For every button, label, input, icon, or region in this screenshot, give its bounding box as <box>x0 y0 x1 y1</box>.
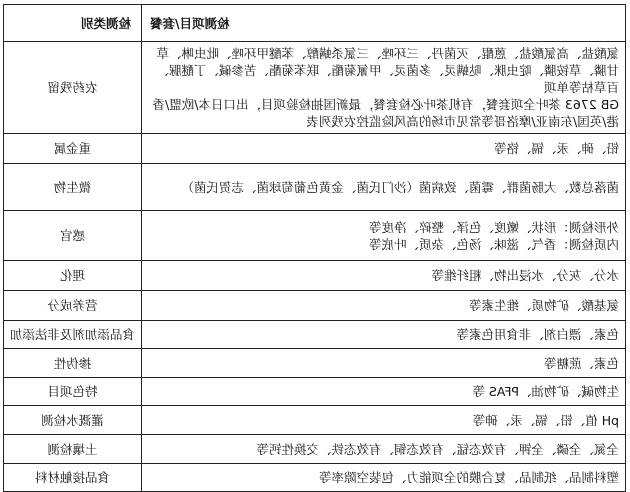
table-row <box>4 378 626 406</box>
item-line: 氯酸盐、高氯酸盐、蒽醌、灭菌丹、三环唑、三氯杀螨醇、苯醚甲环唑、吡虫啉、草甘膦、草铵膦、啶虫脒、哒螨灵、多菌灵、甲氰菊酯、联苯菊酯、苦参碱、丁醚脲、百草枯等单项 <box>156 46 619 95</box>
table-row <box>4 435 626 464</box>
table-row <box>4 261 626 291</box>
items-cell <box>142 211 626 261</box>
category-cell: 农药残留 <box>4 42 142 134</box>
category-cell: 食品接触材料 <box>4 464 142 492</box>
category-cell: 掺伪性 <box>4 349 142 378</box>
category-cell: 特色项目 <box>4 378 142 406</box>
item-line: 外形检测：形状、嫩度、色泽、整碎、净度等 <box>368 219 619 235</box>
header-category: 检测类别 <box>4 5 142 42</box>
test-items-table <box>3 4 626 492</box>
table-row <box>4 211 626 261</box>
item-line: GB 2763 茶叶全项套餐，有机茶叶必检套餐，最新国抽检验项目，出口日本/欧盟/香港/英国/东南亚/摩洛哥等常见市场的高风险监控农残列表 <box>152 97 619 129</box>
table-header-row <box>4 5 626 42</box>
items-cell: 水分、灰分、水浸出物、粗纤维等 <box>142 261 626 291</box>
table-row <box>4 291 626 321</box>
category-cell: 土壤检测 <box>4 435 142 464</box>
category-cell: 灌溉水检测 <box>4 406 142 435</box>
items-cell: 菌落总数、大肠菌群、霉菌、致病菌（沙门氏菌、金黄色葡萄球菌、志贺氏菌） <box>142 164 626 211</box>
items-cell: pH 值、铅、镉、汞、砷等 <box>142 406 626 435</box>
category-cell: 营养成分 <box>4 291 142 321</box>
items-cell <box>142 42 626 134</box>
category-cell: 重金属 <box>4 134 142 164</box>
items-cell: 生物碱、矿物油、PFAS 等 <box>142 378 626 406</box>
table-row <box>4 134 626 164</box>
items-cell: 色素、蔗糖等 <box>142 349 626 378</box>
item-line: 内质检测：香气、滋味、汤色、杂质、叶底等 <box>368 236 619 252</box>
table-row <box>4 349 626 378</box>
category-cell: 理化 <box>4 261 142 291</box>
table-row <box>4 42 626 134</box>
items-cell: 全氮、全磷、全钾、有效态锰、有效态铜、有效态铁、交换性钙等 <box>142 435 626 464</box>
header-items: 检测项目/套餐 <box>142 5 626 42</box>
category-cell: 食品添加剂及非法添加 <box>4 321 142 349</box>
items-cell: 铅、砷、汞、镉、铬等 <box>142 134 626 164</box>
category-cell: 微生物 <box>4 164 142 211</box>
mirrored-table-wrapper <box>4 4 626 492</box>
table-row <box>4 406 626 435</box>
items-cell: 塑料制品、纸制品、复合膜的全项能力、包装空隙率等 <box>142 464 626 492</box>
table-row <box>4 164 626 211</box>
items-cell: 色素、漂白剂、非食用色素等 <box>142 321 626 349</box>
table-row <box>4 321 626 349</box>
category-cell: 感官 <box>4 211 142 261</box>
table-row <box>4 464 626 492</box>
items-cell: 氨基酸、矿物质、维生素等 <box>142 291 626 321</box>
